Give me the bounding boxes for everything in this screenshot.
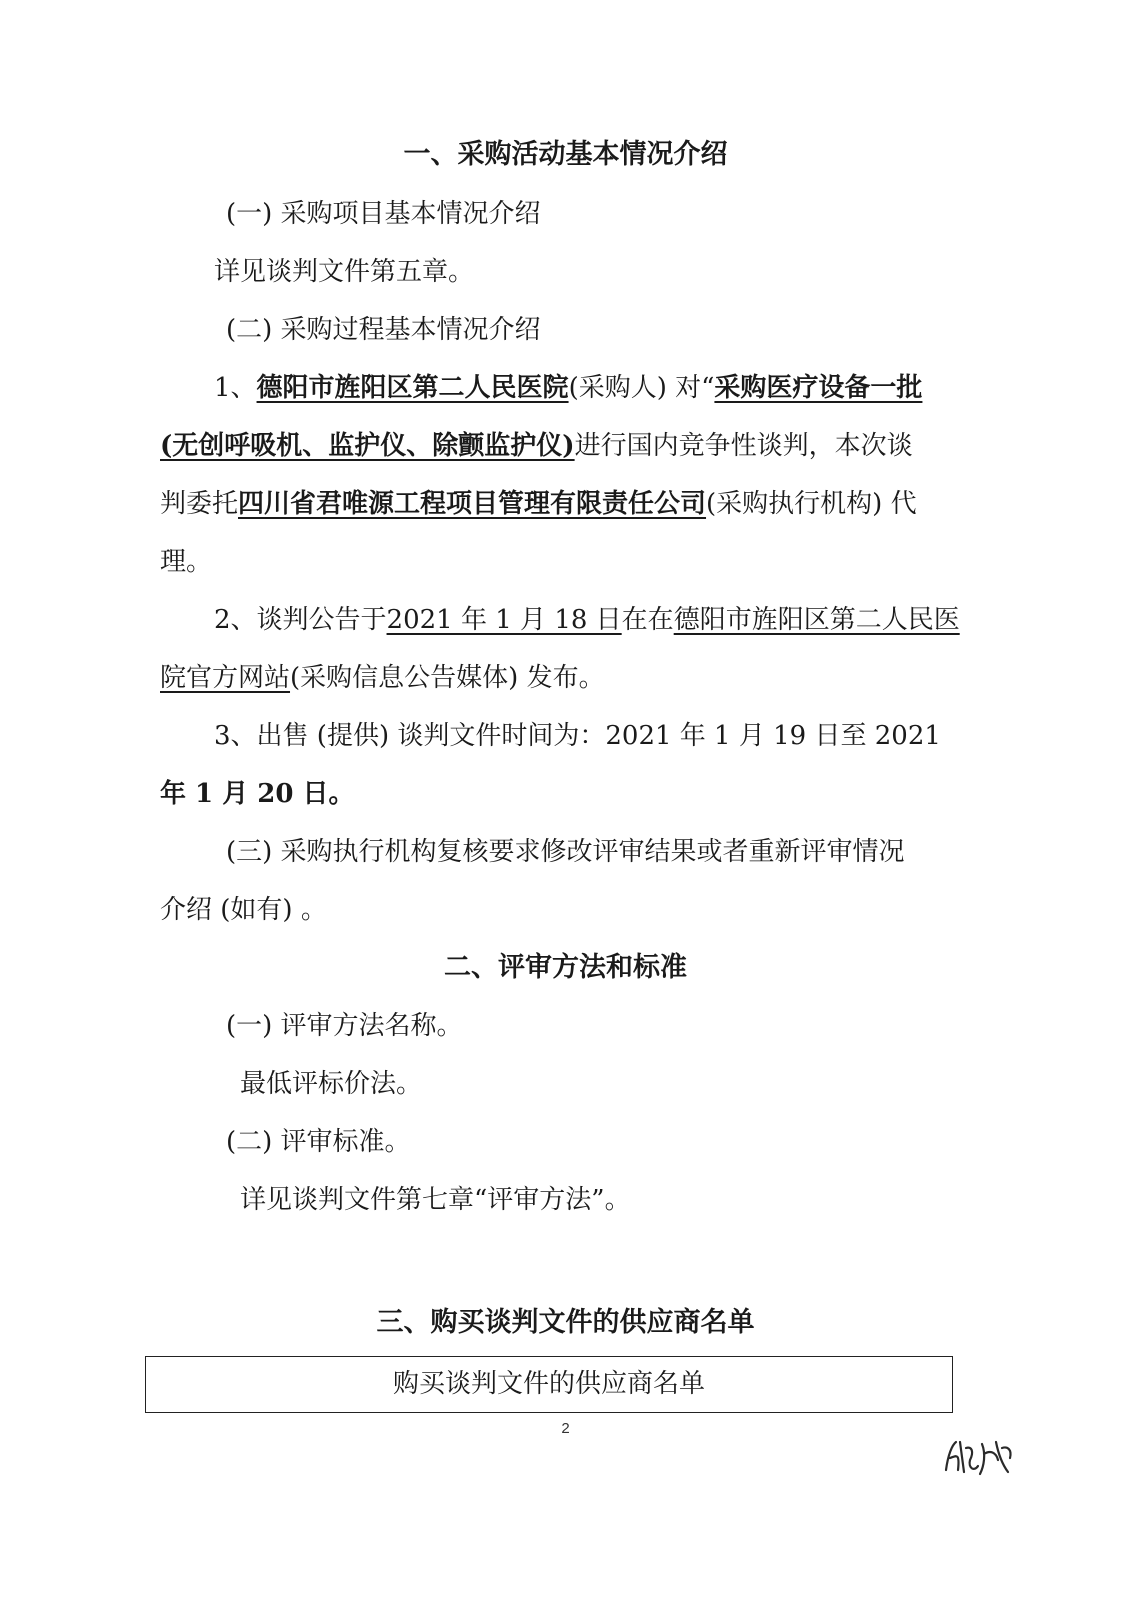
item2-prefix: 2、谈判公告于	[214, 605, 387, 635]
section2-sub2: (二) 评审标准。	[226, 1127, 411, 1157]
page-number: 2	[561, 1420, 570, 1437]
section1-sub1: (一) 采购项目基本情况介绍	[226, 199, 541, 229]
section1-sub2: (二) 采购过程基本情况介绍	[226, 315, 541, 345]
item1-line3	[160, 487, 917, 521]
agency-role: (采购执行机构) 代	[706, 489, 917, 519]
item2-line2	[160, 661, 605, 695]
item2-suffix: (采购信息公告媒体) 发布。	[290, 663, 605, 693]
agency-name: 四川省君唯源工程项目管理有限责任公司	[238, 489, 707, 519]
purchaser-name: 德阳市旌阳区第二人民医院	[256, 373, 569, 403]
section1-sub1-text: 详见谈判文件第五章。	[214, 257, 475, 287]
supplier-table-header: 购买谈判文件的供应商名单	[145, 1356, 953, 1413]
section2-sub1: (一) 评审方法名称。	[226, 1011, 463, 1041]
project-name-part2: (无创呼吸机、监护仪、除颤监护仪)	[160, 431, 575, 461]
section1-sub3-line2: 介绍 (如有) 。	[160, 895, 327, 925]
item2-middle: 在在	[621, 605, 674, 635]
after-project: 进行国内竞争性谈判，本次谈	[574, 431, 913, 461]
section2-title: 二、评审方法和标准	[444, 952, 687, 983]
handwritten-signature	[938, 1430, 1028, 1485]
project-name-part1: 采购医疗设备一批	[714, 373, 923, 403]
section2-sub2-text: 详见谈判文件第七章“评审方法”。	[240, 1185, 631, 1215]
section2-sub1-text: 最低评标价法。	[240, 1069, 423, 1099]
item2-line1	[214, 603, 960, 637]
purchaser-role: (采购人) 对	[568, 373, 702, 403]
site-part2: 院官方网站	[160, 663, 291, 693]
line3-prefix: 判委托	[160, 489, 239, 519]
item3-line2: 年 1 月 20 日。	[160, 779, 355, 809]
announcement-date: 2021 年 1 月 18 日	[386, 605, 622, 635]
item1-line2	[160, 429, 913, 463]
item1-line4: 理。	[160, 547, 213, 577]
quote-open: “	[701, 373, 715, 403]
section3-title: 三、购买谈判文件的供应商名单	[376, 1307, 755, 1338]
item3-line1: 3、出售 (提供) 谈判文件时间为：2021 年 1 月 19 日至 2021	[214, 721, 941, 751]
site-part1: 德阳市旌阳区第二人民医	[673, 605, 960, 635]
section1-sub3-line1: (三) 采购执行机构复核要求修改评审结果或者重新评审情况	[226, 837, 905, 867]
item1-line1	[214, 371, 922, 405]
section1-title: 一、采购活动基本情况介绍	[403, 139, 728, 170]
item1-prefix: 1、	[214, 373, 257, 403]
